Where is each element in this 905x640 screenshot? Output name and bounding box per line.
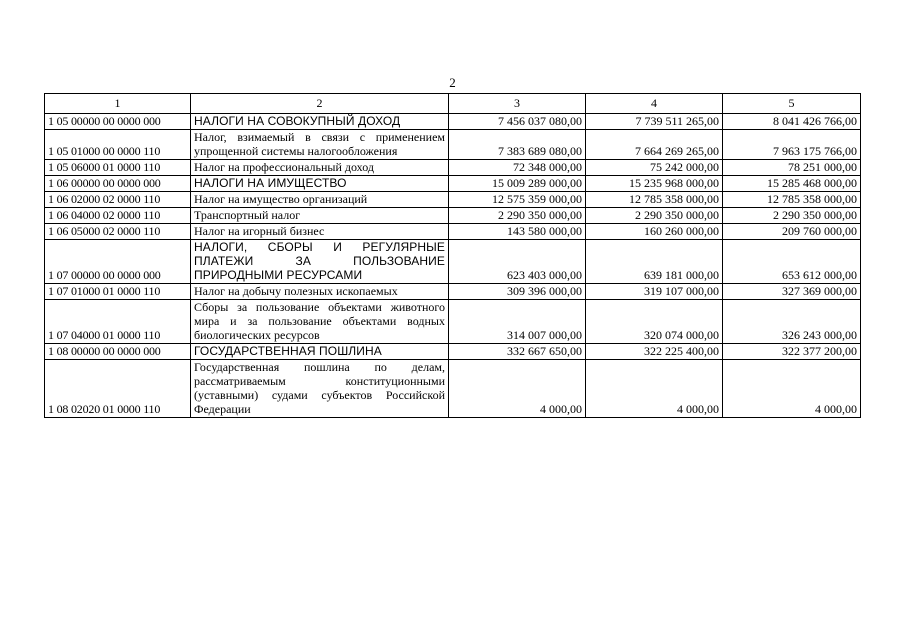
budget-code-cell: 1 07 01000 01 0000 110 [45, 284, 191, 300]
amount-col-5-cell: 326 243 000,00 [723, 300, 861, 344]
amount-col-5-cell: 15 285 468 000,00 [723, 176, 861, 192]
amount-col-5-cell: 2 290 350 000,00 [723, 208, 861, 224]
header-col-5: 5 [723, 94, 861, 114]
table-row [45, 344, 861, 360]
amount-col-4-cell: 12 785 358 000,00 [586, 192, 723, 208]
amount-col-4-cell: 4 000,00 [586, 360, 723, 418]
budget-code-cell: 1 06 00000 00 0000 000 [45, 176, 191, 192]
revenue-name-cell: Налог на профессиональный доход [191, 160, 449, 176]
revenue-name-cell: Транспортный налог [191, 208, 449, 224]
table-row [45, 208, 861, 224]
table-row [45, 300, 861, 344]
amount-col-3-cell: 15 009 289 000,00 [449, 176, 586, 192]
amount-col-4-cell: 7 739 511 265,00 [586, 114, 723, 130]
amount-col-4-cell: 639 181 000,00 [586, 240, 723, 284]
header-col-3: 3 [449, 94, 586, 114]
budget-code-cell: 1 07 00000 00 0000 000 [45, 240, 191, 284]
amount-col-5-cell: 653 612 000,00 [723, 240, 861, 284]
table-row [45, 240, 861, 284]
budget-code-cell: 1 08 00000 00 0000 000 [45, 344, 191, 360]
amount-col-4-cell: 319 107 000,00 [586, 284, 723, 300]
revenue-name-cell: Налог на имущество организаций [191, 192, 449, 208]
budget-code-cell: 1 06 05000 02 0000 110 [45, 224, 191, 240]
amount-col-3-cell: 314 007 000,00 [449, 300, 586, 344]
budget-code-cell: 1 06 04000 02 0000 110 [45, 208, 191, 224]
amount-col-3-cell: 12 575 359 000,00 [449, 192, 586, 208]
header-col-4: 4 [586, 94, 723, 114]
table-row [45, 176, 861, 192]
revenue-name-cell: Налог на игорный бизнес [191, 224, 449, 240]
amount-col-3-cell: 72 348 000,00 [449, 160, 586, 176]
amount-col-5-cell: 7 963 175 766,00 [723, 130, 861, 160]
amount-col-3-cell: 309 396 000,00 [449, 284, 586, 300]
revenue-name-cell: НАЛОГИ НА ИМУЩЕСТВО [191, 176, 449, 192]
revenue-name-cell: Сборы за пользование объектами животного мира и за пользование объектами водных биологических ресурсов [191, 300, 449, 344]
amount-col-4-cell: 322 225 400,00 [586, 344, 723, 360]
amount-col-4-cell: 15 235 968 000,00 [586, 176, 723, 192]
budget-code-cell: 1 05 01000 00 0000 110 [45, 130, 191, 160]
amount-col-5-cell: 8 041 426 766,00 [723, 114, 861, 130]
revenue-name-cell: НАЛОГИ, СБОРЫ И РЕГУЛЯРНЫЕ ПЛАТЕЖИ ЗА ПОЛЬЗОВАНИЕ ПРИРОДНЫМИ РЕСУРСАМИ [191, 240, 449, 284]
amount-col-4-cell: 320 074 000,00 [586, 300, 723, 344]
revenue-name-cell: ГОСУДАРСТВЕННАЯ ПОШЛИНА [191, 344, 449, 360]
amount-col-3-cell: 4 000,00 [449, 360, 586, 418]
table-row [45, 114, 861, 130]
amount-col-3-cell: 7 383 689 080,00 [449, 130, 586, 160]
amount-col-3-cell: 332 667 650,00 [449, 344, 586, 360]
amount-col-4-cell: 7 664 269 265,00 [586, 130, 723, 160]
revenue-name-cell: Налог, взимаемый в связи с применением упрощенной системы налогообложения [191, 130, 449, 160]
budget-revenue-table [44, 93, 861, 418]
amount-col-5-cell: 209 760 000,00 [723, 224, 861, 240]
budget-code-cell: 1 06 02000 02 0000 110 [45, 192, 191, 208]
budget-code-cell: 1 05 00000 00 0000 000 [45, 114, 191, 130]
revenue-name-cell: Налог на добычу полезных ископаемых [191, 284, 449, 300]
revenue-name-cell: Государственная пошлина по делам, рассматриваемым конституционными (уставными) судами субъектов Российской Федерации [191, 360, 449, 418]
header-col-2: 2 [191, 94, 449, 114]
amount-col-3-cell: 623 403 000,00 [449, 240, 586, 284]
amount-col-5-cell: 12 785 358 000,00 [723, 192, 861, 208]
amount-col-3-cell: 7 456 037 080,00 [449, 114, 586, 130]
header-col-1: 1 [45, 94, 191, 114]
budget-code-cell: 1 08 02020 01 0000 110 [45, 360, 191, 418]
table-row [45, 284, 861, 300]
amount-col-4-cell: 2 290 350 000,00 [586, 208, 723, 224]
amount-col-5-cell: 327 369 000,00 [723, 284, 861, 300]
table-body [45, 114, 861, 418]
budget-code-cell: 1 07 04000 01 0000 110 [45, 300, 191, 344]
header-row [45, 94, 861, 114]
page-number: 2 [449, 75, 456, 90]
amount-col-4-cell: 75 242 000,00 [586, 160, 723, 176]
amount-col-4-cell: 160 260 000,00 [586, 224, 723, 240]
amount-col-3-cell: 143 580 000,00 [449, 224, 586, 240]
table-row [45, 224, 861, 240]
table-row [45, 192, 861, 208]
amount-col-5-cell: 78 251 000,00 [723, 160, 861, 176]
amount-col-5-cell: 4 000,00 [723, 360, 861, 418]
amount-col-3-cell: 2 290 350 000,00 [449, 208, 586, 224]
revenue-name-cell: НАЛОГИ НА СОВОКУПНЫЙ ДОХОД [191, 114, 449, 130]
table-row [45, 360, 861, 418]
amount-col-5-cell: 322 377 200,00 [723, 344, 861, 360]
table-row [45, 160, 861, 176]
table-row [45, 130, 861, 160]
budget-code-cell: 1 05 06000 01 0000 110 [45, 160, 191, 176]
